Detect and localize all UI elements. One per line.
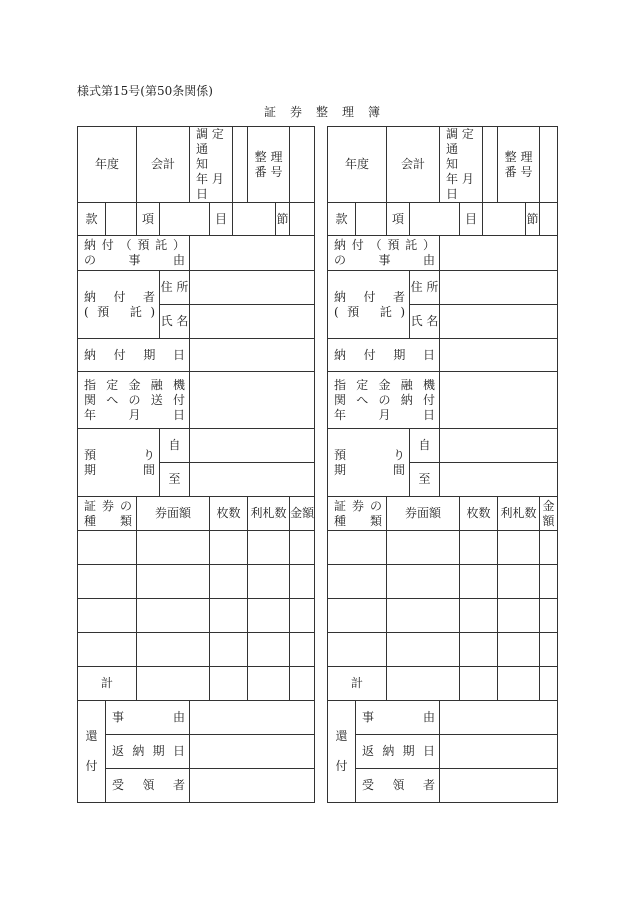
- azukari-label: 預 り 期 間: [328, 429, 410, 497]
- nofusha-label: 納付者 (預 託): [328, 271, 410, 339]
- kan-label: 款: [78, 203, 106, 236]
- kan-label: 款: [328, 203, 356, 236]
- setsu-value[interactable]: [290, 203, 315, 236]
- jusho-label: 住 所: [160, 271, 190, 305]
- nofu-kijitsu-value[interactable]: [190, 339, 315, 372]
- moku-value[interactable]: [233, 203, 276, 236]
- kou-value[interactable]: [410, 203, 460, 236]
- juryosha-label: 受 領 者: [106, 769, 190, 803]
- seiri-value[interactable]: [290, 127, 315, 203]
- risatsu-header: 利札数: [498, 497, 540, 531]
- kenmen-header: 券面額: [387, 497, 460, 531]
- ji-value[interactable]: [190, 429, 315, 463]
- kanpu-jiyu-value[interactable]: [440, 701, 558, 735]
- kenmen-header: 券面額: [137, 497, 210, 531]
- itaru-value[interactable]: [190, 463, 315, 497]
- ledger-right: [327, 126, 558, 803]
- shuken-label: 証券の 種 類: [328, 497, 387, 531]
- jusho-label: 住 所: [410, 271, 440, 305]
- kanpu-jiyu-value[interactable]: [190, 701, 315, 735]
- ji-label: 自: [410, 429, 440, 463]
- table-row: [328, 599, 558, 633]
- nendo-label: 年度: [328, 127, 387, 203]
- kanpu-label: 還 付: [78, 701, 106, 803]
- henno-kijitsu-label: 返納期日: [356, 735, 440, 769]
- juryosha-label: 受 領 者: [356, 769, 440, 803]
- nofusha-label: 納付者 (預 託): [78, 271, 160, 339]
- itaru-label: 至: [410, 463, 440, 497]
- kanpu-label: 還 付: [328, 701, 356, 803]
- kanpu-jiyu-label: 事 由: [106, 701, 190, 735]
- shitei-label: 指定金融機 関への送付 年 月 日: [78, 372, 190, 429]
- chotei-label: 調 定 通 知 年 月 日: [440, 127, 483, 203]
- shimei-label: 氏 名: [160, 305, 190, 339]
- seiri-label: 整 理 番 号: [248, 127, 290, 203]
- azukari-label: 預 り 期 間: [78, 429, 160, 497]
- table-row: [328, 531, 558, 565]
- kaikei-label: 会計: [387, 127, 440, 203]
- risatsu-header: 利札数: [248, 497, 290, 531]
- henno-kijitsu-value[interactable]: [190, 735, 315, 769]
- table-row: [328, 565, 558, 599]
- shitei-label: 指定金融機 関への納付 年 月 日: [328, 372, 440, 429]
- kou-label: 項: [137, 203, 160, 236]
- page-title: 証券整理簿: [263, 105, 394, 119]
- ji-label: 自: [160, 429, 190, 463]
- shitei-value[interactable]: [190, 372, 315, 429]
- seiri-label: 整 理 番 号: [498, 127, 540, 203]
- chotei-value[interactable]: [233, 127, 248, 203]
- kou-value[interactable]: [160, 203, 210, 236]
- shimei-label: 氏 名: [410, 305, 440, 339]
- nofu-jiyu-label: 納付（預託） の 事 由: [328, 236, 440, 271]
- moku-value[interactable]: [483, 203, 526, 236]
- jusho-value[interactable]: [440, 271, 558, 305]
- nofu-jiyu-label: 納付（預託） の 事 由: [78, 236, 190, 271]
- itaru-label: 至: [160, 463, 190, 497]
- nofu-jiyu-value[interactable]: [440, 236, 558, 271]
- ji-value[interactable]: [440, 429, 558, 463]
- kan-value[interactable]: [106, 203, 137, 236]
- nofu-kijitsu-label: 納 付 期 日: [328, 339, 440, 372]
- setsu-value[interactable]: [540, 203, 558, 236]
- ledger-left: [77, 126, 315, 803]
- kaikei-label: 会計: [137, 127, 190, 203]
- moku-label: 目: [460, 203, 483, 236]
- chotei-label: 調 定 通 知 年 月 日: [190, 127, 233, 203]
- itaru-value[interactable]: [440, 463, 558, 497]
- moku-label: 目: [210, 203, 233, 236]
- shimei-value[interactable]: [190, 305, 315, 339]
- juryosha-value[interactable]: [440, 769, 558, 803]
- seiri-value[interactable]: [540, 127, 558, 203]
- kingaku-header: 金額: [540, 497, 558, 531]
- juryosha-value[interactable]: [190, 769, 315, 803]
- nendo-label: 年度: [78, 127, 137, 203]
- henno-kijitsu-value[interactable]: [440, 735, 558, 769]
- setsu-label: 節: [276, 203, 290, 236]
- kei-label: 計: [78, 667, 137, 701]
- kan-value[interactable]: [356, 203, 387, 236]
- table-row: [78, 565, 315, 599]
- maisu-header: 枚数: [210, 497, 248, 531]
- shimei-value[interactable]: [440, 305, 558, 339]
- chotei-value[interactable]: [483, 127, 498, 203]
- nofu-jiyu-value[interactable]: [190, 236, 315, 271]
- shitei-value[interactable]: [440, 372, 558, 429]
- kei-label: 計: [328, 667, 387, 701]
- maisu-header: 枚数: [460, 497, 498, 531]
- table-row: [78, 633, 315, 667]
- table-row: [78, 599, 315, 633]
- nofu-kijitsu-value[interactable]: [440, 339, 558, 372]
- henno-kijitsu-label: 返納期日: [106, 735, 190, 769]
- table-row: [328, 633, 558, 667]
- kanpu-jiyu-label: 事 由: [356, 701, 440, 735]
- setsu-label: 節: [526, 203, 540, 236]
- form-number: 様式第15号(第50条関係): [77, 84, 213, 98]
- jusho-value[interactable]: [190, 271, 315, 305]
- table-row: [78, 531, 315, 565]
- kingaku-header: 金額: [290, 497, 315, 531]
- shuken-label: 証券の 種 類: [78, 497, 137, 531]
- kou-label: 項: [387, 203, 410, 236]
- nofu-kijitsu-label: 納 付 期 日: [78, 339, 190, 372]
